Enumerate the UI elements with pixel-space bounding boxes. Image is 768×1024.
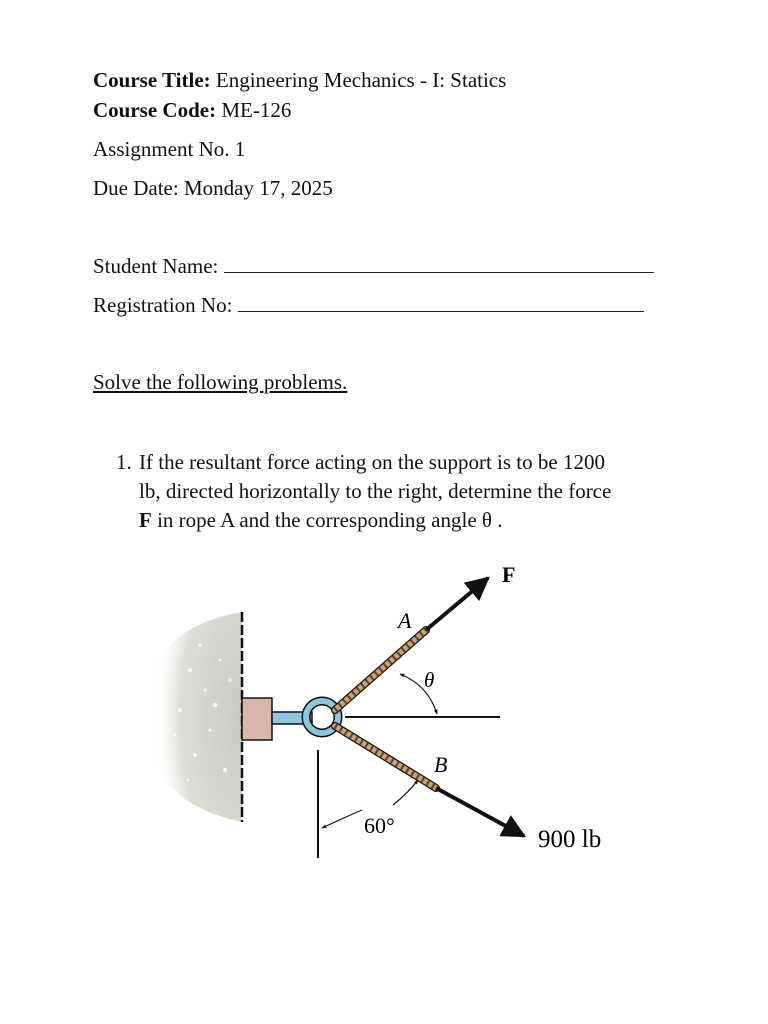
rope-a-twist — [335, 630, 426, 710]
registration-line — [93, 293, 644, 318]
support-block — [242, 698, 272, 740]
due-date: Due Date: Monday 17, 2025 — [93, 176, 333, 200]
registration-label: Registration No: — [93, 293, 233, 317]
label-b: B — [434, 752, 448, 777]
problem-line-2: lb, directed horizontally to the right, determine the force — [139, 479, 612, 503]
force-f-arrow — [426, 578, 488, 630]
label-theta: θ — [424, 668, 435, 692]
force-900-arrow — [436, 788, 524, 836]
label-f: F — [502, 562, 516, 587]
course-title-value: Engineering Mechanics - I: Statics — [215, 68, 507, 92]
label-a: A — [398, 608, 412, 633]
problem-number: 1. — [116, 450, 132, 474]
student-name-label: Student Name: — [93, 254, 219, 278]
label-60-degrees: 60° — [364, 813, 395, 838]
instructions: Solve the following problems. — [93, 370, 348, 394]
problem-line-3-rest: in rope A and the corresponding angle θ . — [151, 508, 503, 532]
problem-line-1: If the resultant force acting on the support is to be 1200 — [139, 450, 605, 474]
concrete-wall — [153, 612, 242, 822]
course-title-label: Course Title: — [93, 68, 211, 92]
label-900-lb: 900 lb — [538, 826, 602, 853]
force-symbol: F — [139, 508, 152, 532]
course-code-value: ME-126 — [221, 98, 292, 122]
course-title-line — [93, 68, 506, 93]
angle-60-arc-right — [393, 780, 418, 805]
student-name-blank[interactable] — [224, 254, 654, 273]
course-code-label: Course Code: — [93, 98, 217, 122]
angle-60-arc-left — [322, 810, 362, 828]
problem-line-3 — [139, 506, 674, 535]
registration-blank[interactable] — [238, 293, 644, 312]
rope-b — [335, 726, 436, 788]
student-name-line — [93, 254, 654, 279]
assignment-number: Assignment No. 1 — [93, 137, 246, 161]
problem-text — [139, 448, 674, 535]
figure-svg — [150, 560, 630, 870]
problem-figure — [150, 560, 630, 875]
course-code-line — [93, 98, 291, 123]
